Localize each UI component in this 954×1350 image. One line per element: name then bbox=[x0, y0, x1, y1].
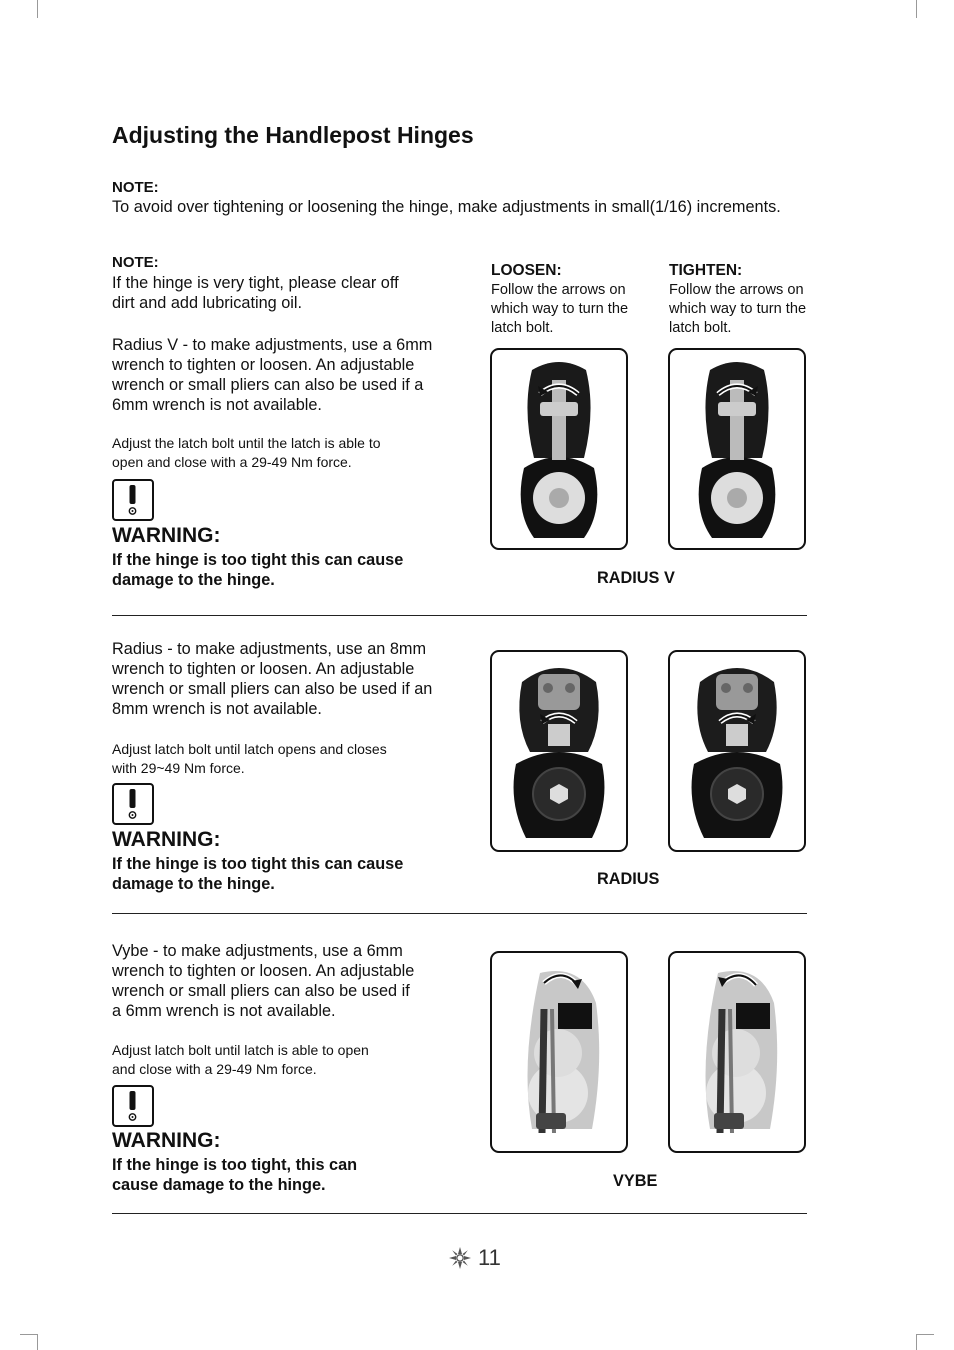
warning-title: WARNING: bbox=[112, 1129, 221, 1152]
tighten-text: Follow the arrows on which way to turn the latch bolt. bbox=[669, 282, 807, 336]
radius-v-tighten-photo bbox=[668, 348, 806, 550]
photo-caption: RADIUS bbox=[597, 870, 660, 888]
section-divider bbox=[112, 913, 807, 914]
adjust-text: Adjust latch bolt until latch opens and closes with 29~49 Nm force. bbox=[112, 741, 387, 776]
page-number: 11 bbox=[478, 1245, 501, 1270]
radius-tighten-photo bbox=[668, 650, 806, 852]
vybe-tighten-photo bbox=[668, 951, 806, 1153]
adjust-text: Adjust the latch bolt until the latch is able to open and close with a 29-49 Nm force. bbox=[112, 435, 381, 470]
photo-caption: RADIUS V bbox=[597, 569, 675, 587]
exclamation-warning-icon bbox=[112, 479, 154, 521]
warning-title: WARNING: bbox=[112, 524, 221, 547]
section-divider bbox=[112, 1213, 807, 1214]
warning-text: If the hinge is too tight this can cause damage to the hinge. bbox=[112, 855, 404, 893]
exclamation-warning-icon bbox=[112, 1085, 154, 1127]
tighten-block bbox=[669, 262, 806, 338]
vybe-loosen-photo bbox=[490, 951, 628, 1153]
adjust-text: Adjust latch bolt until latch is able to open and close with a 29-49 Nm force. bbox=[112, 1042, 369, 1077]
note-text: If the hinge is very tight, please clear off dirt and add lubricating oil. bbox=[112, 274, 399, 312]
warning-title: WARNING: bbox=[112, 828, 221, 851]
loosen-block bbox=[491, 262, 628, 338]
instructions: Vybe - to make adjustments, use a 6mm wrench to tighten or loosen. An adjustable wrench or small pliers can also be used if a 6mm wrench is not available. bbox=[112, 942, 415, 1020]
radius-v-loosen-photo bbox=[490, 348, 628, 550]
radius-loosen-photo bbox=[490, 650, 628, 852]
note-text: To avoid over tightening or loosening the hinge, make adjustments in small(1/16) increments. bbox=[112, 198, 781, 216]
section-divider bbox=[112, 615, 807, 616]
loosen-text: Follow the arrows on which way to turn the latch bolt. bbox=[491, 282, 629, 336]
page-title: Adjusting the Handlepost Hinges bbox=[112, 122, 474, 148]
photo-caption: VYBE bbox=[613, 1172, 658, 1190]
warning-text: If the hinge is too tight this can cause damage to the hinge. bbox=[112, 551, 404, 589]
instructions: Radius - to make adjustments, use an 8mm wrench to tighten or loosen. An adjustable wrench or small pliers can also be used if an 8mm wrench is not available. bbox=[112, 640, 433, 718]
instructions: Radius V - to make adjustments, use a 6mm wrench to tighten or loosen. An adjustable wrench or small pliers can also be used if a 6mm wrench is not available. bbox=[112, 336, 433, 414]
note-label: NOTE: bbox=[112, 254, 159, 271]
sun-logo-icon bbox=[448, 1246, 472, 1270]
warning-text: If the hinge is too tight, this can cause damage to the hinge. bbox=[112, 1156, 358, 1194]
loosen-label: LOOSEN: bbox=[491, 262, 562, 279]
tighten-label: TIGHTEN: bbox=[669, 262, 743, 279]
exclamation-warning-icon bbox=[112, 783, 154, 825]
note-label: NOTE: bbox=[112, 179, 159, 196]
